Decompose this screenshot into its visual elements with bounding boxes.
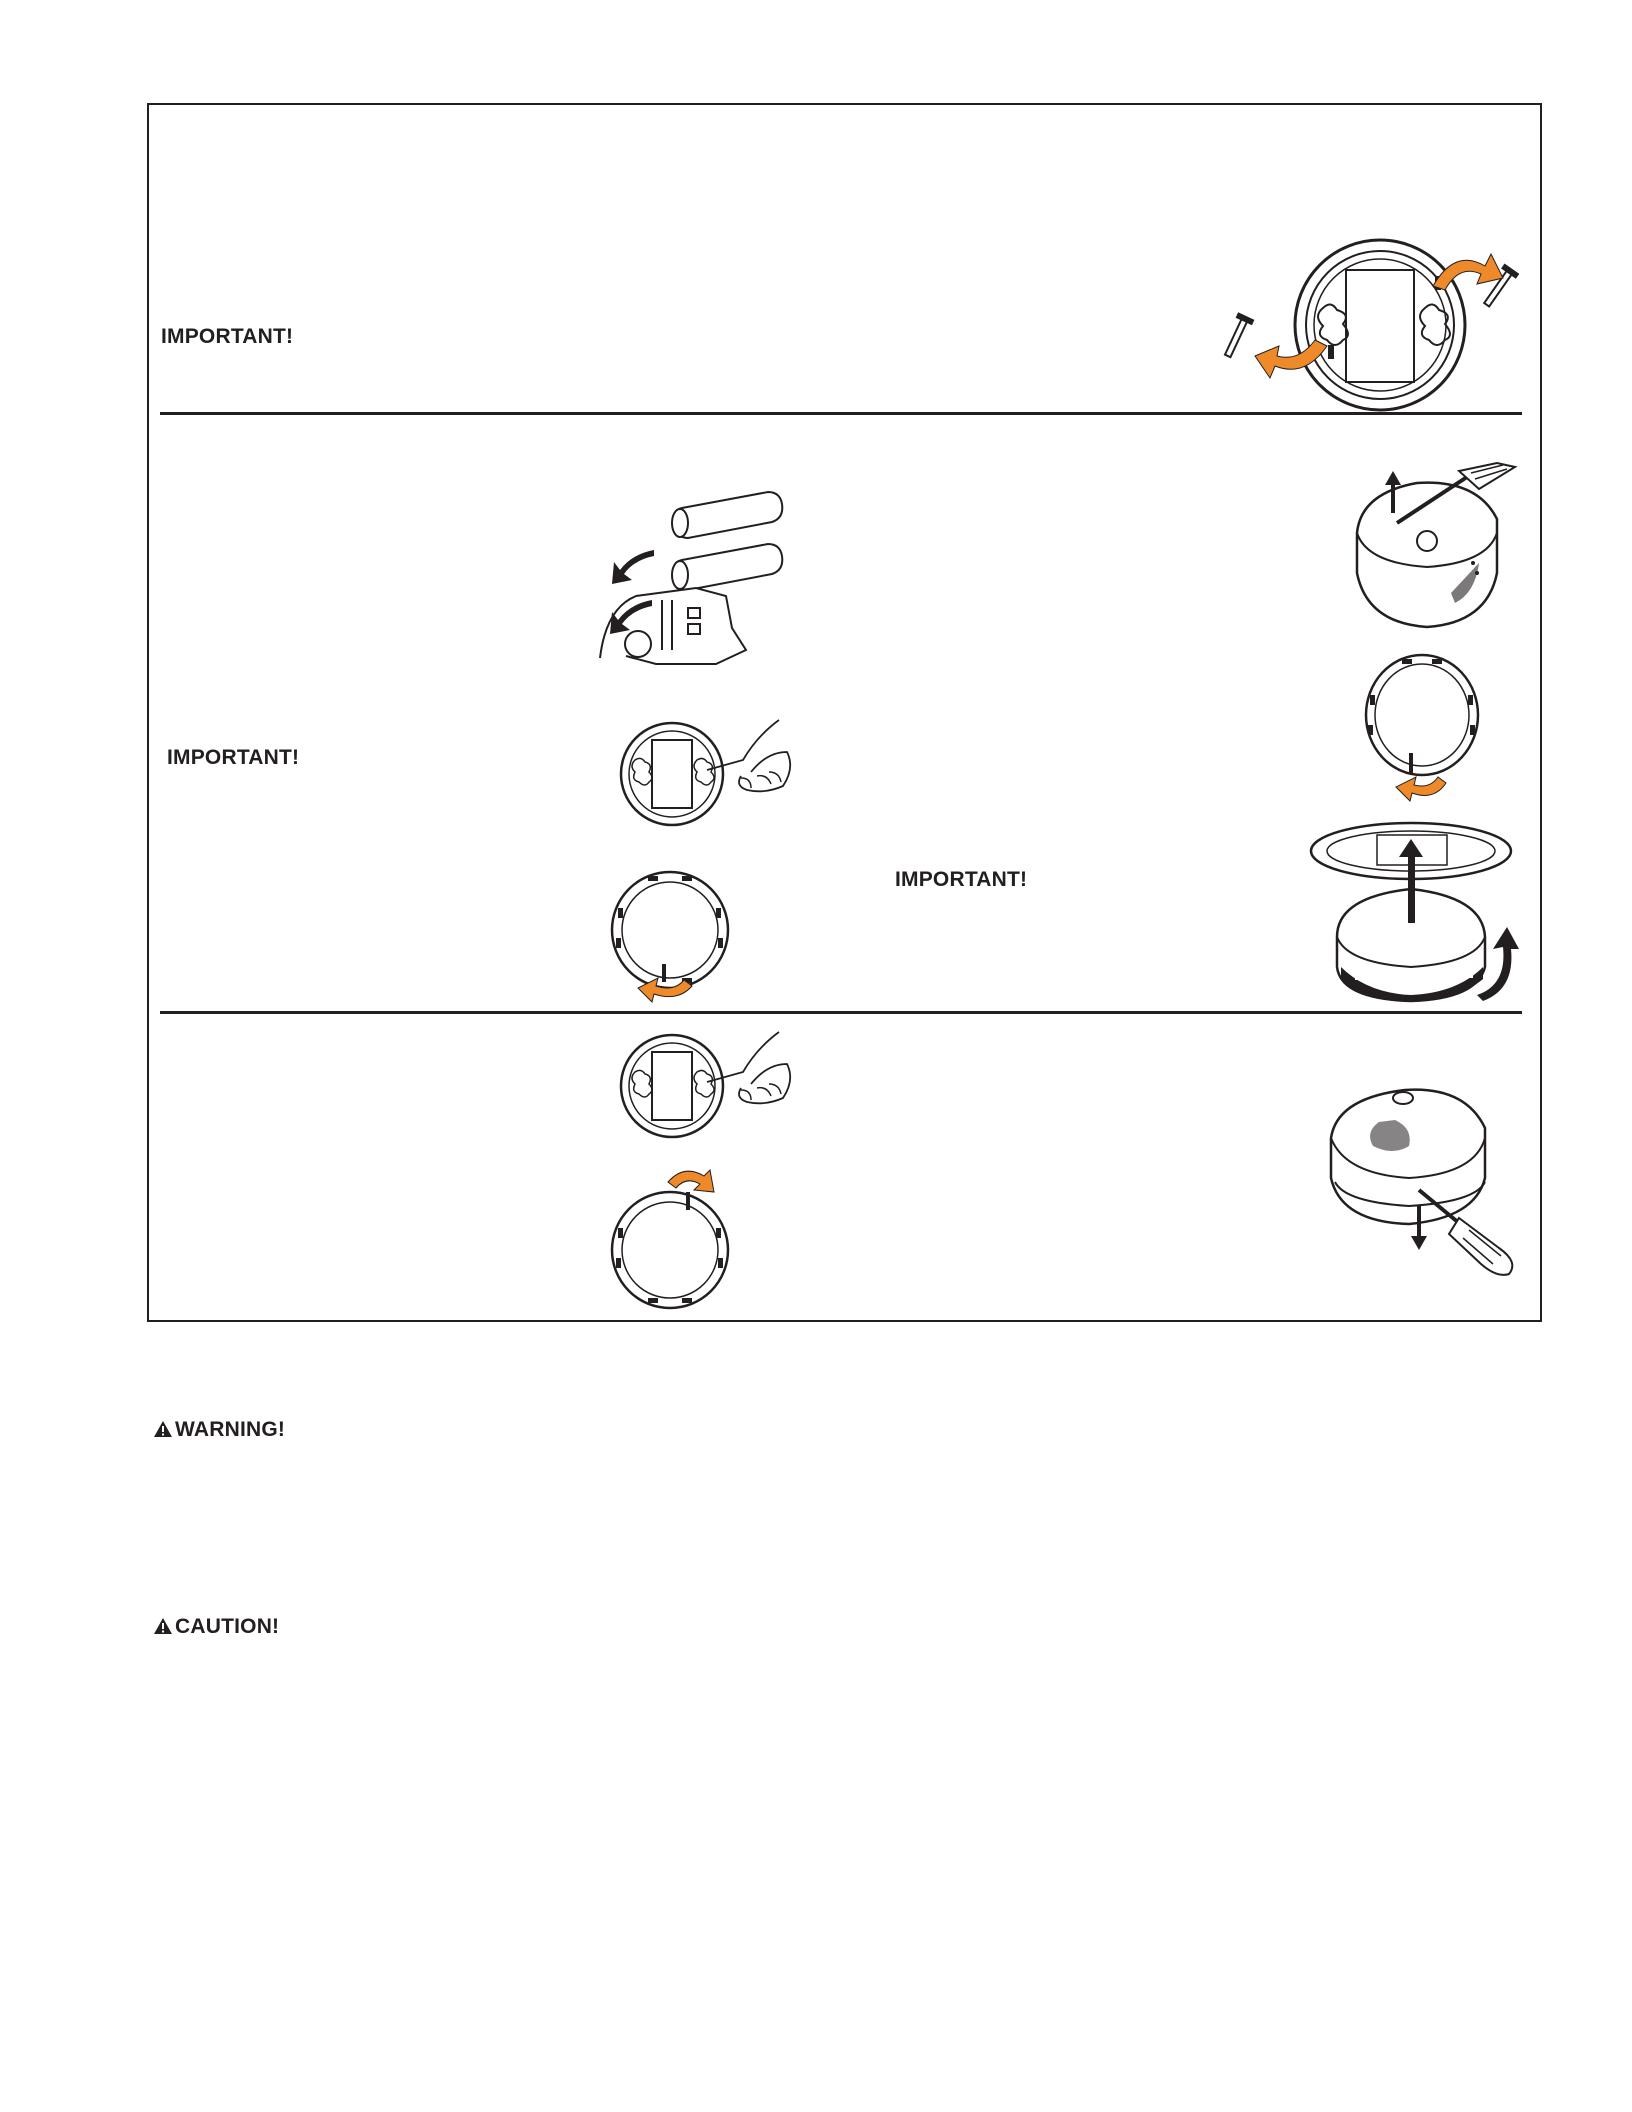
important-label-1: IMPORTANT! [161,325,294,348]
important-label-2: IMPORTANT! [167,746,300,769]
caution-heading [153,1615,279,1639]
detector-twist-mount-illustration [1307,817,1522,1002]
detector-removal-screwdriver-illustration [1325,1078,1522,1278]
section-divider-1 [160,412,1522,415]
detector-screwdriver-release-illustration [1347,463,1522,631]
ring-latch-illustration-1 [608,868,738,1002]
section-divider-2 [160,1011,1522,1014]
mounting-plate-key-illustration-1 [617,712,797,828]
warning-heading [153,1418,285,1442]
caution-label: CAUTION! [175,1615,280,1638]
warning-triangle-icon [153,1420,173,1438]
ring-latch-illustration-2 [1362,655,1482,803]
battery-insertion-illustration [596,488,786,673]
mounting-plate-screws-illustration [1215,228,1525,408]
ring-latch-illustration-3 [608,1162,738,1312]
mounting-plate-key-illustration-2 [617,1030,797,1146]
warning-label: WARNING! [175,1418,286,1441]
warning-triangle-icon [153,1617,173,1635]
important-label-3: IMPORTANT! [895,868,1028,891]
